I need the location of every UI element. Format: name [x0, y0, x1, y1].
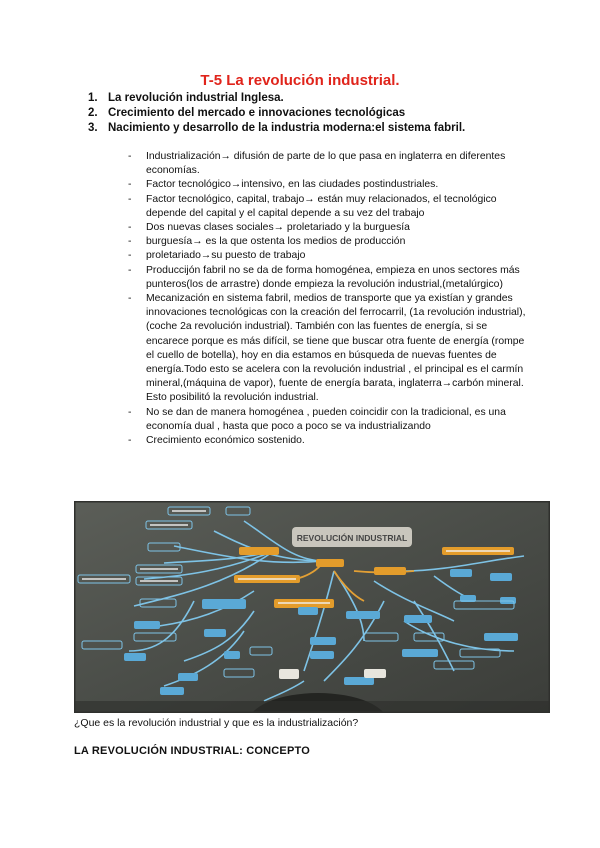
bullet-item: - proletariado→su puesto de trabajo: [128, 250, 306, 262]
central-node-label: REVOLUCIÓN INDUSTRIAL: [296, 533, 408, 543]
bullet-item: - Industrialización→ difusión de parte de lo que pasa en inglaterra en diferentes economías.: [128, 151, 506, 177]
numbered-list: [88, 91, 568, 136]
numbered-item: 3. Nacimiento y desarrollo de la industria moderna:el sistema fabril.: [88, 122, 466, 134]
numbered-item: 2. Crecimiento del mercado e innovaciones tecnológicas: [88, 107, 406, 119]
bullet-item: - burguesía→ es la que ostenta los medios de producción: [128, 236, 406, 248]
question-text: ¿Que es la revolución industrial y que es la industrialización?: [74, 717, 359, 729]
numbered-item: 1. La revolución industrial Inglesa.: [88, 92, 284, 104]
section-heading: LA REVOLUCIÓN INDUSTRIAL: CONCEPTO: [74, 745, 310, 757]
bullet-item: - Factor tecnológico, capital, trabajo→ están muy relacionados, el tecnológico depende del capital y el capital depende a su vez del trabajo: [128, 193, 497, 219]
bullet-item: - Mecanización en sistema fabril, medios de transporte que ya existían y grandes innovaciones tecnológicas con la creación del ferrocarril, (1a revolución industrial), (coche 2a revolución industrial). También con las fuentes de energía, si se encarece porque es más difícil, se tiene que buscar otra fuente de energía (rompe el cuello de botella), hoy en dia estamos en búsqueda de nuevas fuentes de energía.Todo esto se acelera con la revolución industrial , el principal es el carmín mineral,(máquina de vapor), fuente de energía barata, inglaterra→carbón mineral. Esto posibilitó la revolución industrial.: [128, 293, 526, 404]
bullet-item: - No se dan de manera homogénea , pueden coincidir con la tradicional, es una economía dual , hasta que poco a poco se va industrializando: [128, 406, 506, 432]
bullet-item: - Produccijón fabril no se da de forma homogénea, empieza en unos sectores más punteros(los de arrastre) donde empieza la revolución industrial,(metalúrgico): [128, 264, 520, 290]
bullet-list: [128, 150, 528, 448]
bullet-item: - Crecimiento económico sostenido.: [128, 435, 305, 447]
bullet-item: - Dos nuevas clases sociales→ proletariado y la burguesía: [128, 222, 410, 234]
bullet-item: - Factor tecnológico→intensivo, en las ciudades postindustriales.: [128, 179, 439, 191]
mind-map-photo: [74, 501, 550, 713]
page-title: T-5 La revolución industrial.: [200, 72, 400, 89]
